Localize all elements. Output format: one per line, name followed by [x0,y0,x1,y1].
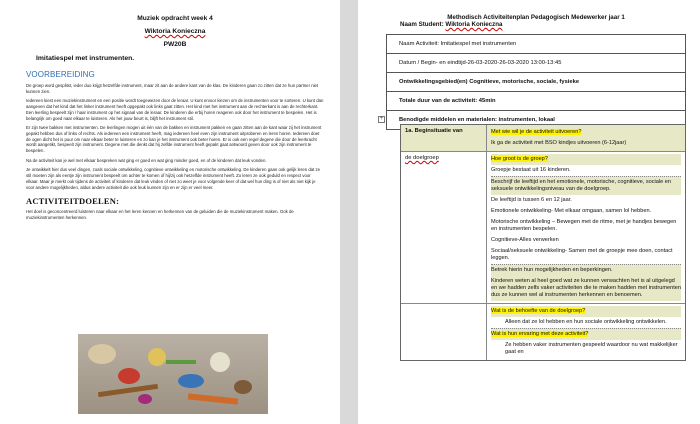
doc-title: Muziek opdracht week 4 [137,15,213,22]
row-benodigde: Benodigde middelen en materialen: instrumenten, lokaal [387,110,685,129]
section-heading-doelen: ACTIVITEITDOELEN: [26,196,120,207]
paragraph: De groep word gesplitst, ieder duo krijgt hetzelfde instrument, maar zit aan de andere kant van de klas. De kinderen gaan zo zitten dat ze hun partner niet kunnen zien. [26,83,319,94]
row-datum: Datum / Begin- en eindtijd-26-03-2020-26-03-2020 13:00-13:45 [387,53,685,72]
table-row [401,125,685,152]
paragraph: Iedereen kiest een muziekinstrument en een positie wordt toegewezen door de leraar. U kunt ervoor kiezen om de instrumenten voor te sorteren. U kunt dan aangeven dat het kind dat het linker instrument heeft opgepakt ook links gaat zitten. Het kind met het instrument aan de rechterkant is aan de rechterkant. Een leerling bespeelt zijn / haar instrument op het signaal van de leraar. De kinderen die erbij horen reageren ook door het instrument te bespelen. Het is belangrijk om goed naar elkaar te luisteren. Als het jouw beurt is, blijft het instrument stil. [26,98,324,121]
answer-line: Emotionele ontwikkeling- Met elkaar omgaan, samen lol hebben. [491,208,652,214]
paragraph: Het doel is geconcentreerd luisteren naar elkaar en het leren kennen en herkennen van de geluiden die de muziekinstrument maken. Ook de muziekinstrumenten herkennen. [26,209,294,220]
answer-line: Sociaal/seksuele ontwikkeling- Samen met de groepje mee doen, contact leggen. [491,248,673,261]
plan-header-table [386,34,686,130]
author-name: Wiktoria Konieczna [144,28,206,35]
answer-behoefte: Alleen dat ze lol hebben en hun sociale ontwikkeling ontwikkelen. [505,319,667,325]
answer-line: Cognitieve-Alles verwerken [491,237,559,243]
section-heading-voorbereiding: VOORBEREIDING [26,70,95,79]
answer-line: De leeftijd is tussen 6 en 12 jaar. [491,197,572,203]
beginsituatie-table [400,124,686,361]
question-ervaring: Wat is hun ervaring met deze activiteit? [491,331,589,337]
answer-met-wie: Ik ga de activiteit met BSO kindjes uitvoeren (6-12jaar) [491,140,627,146]
doelgroep-label: de doelgroep [401,152,487,303]
class-code: PW20B [163,41,187,48]
paragraph: Je ontwikkelt hier dus veel dingen, zoals sociale ontwikkeling, cognitieve ontwikkeling en motorische ontwikkeling. De kinderen gaan ook gelijk leren dat ze stil moeten zijn als eentje zijn instrument bespeelt om achter te komen of hij/zij ook hetzelfde instrument heeft. Zo leren ze ook geduld en respect voor elkaar. Maar je merkt ook tijdens de activiteit of kinderen dat leuk vinden of niet zo weet je voor volgende keer of dat wel hun ding is of niet als niet kijk je voor andere mogelijkheden, aldus andere activiteit die ook leuk kunnen zijn en er zijn er veel meer. [26,167,321,190]
row-naam-activiteit: Naam Activiteit: Imitatiespel met instrumenten [387,34,685,53]
right-page [358,0,700,424]
answer-line: Beschrijf de leeftijd en het emotionele, motorische, cognitieve, sociale en seksuele ontwikkelingsniveau van de doelgroep. [491,176,681,195]
instruments-photo [78,334,268,414]
answer-ervaring: Ze hebben vaker instrumenten gespeeld waardoor nu wat makkelijker gaat en [505,342,678,355]
row-duur: Totale duur van de activiteit: 45min [387,91,685,110]
answer-line: Groepje bestaat uit 16 kinderen. [491,167,571,173]
question-hoe-groot: Hoe groot is de groep? [491,156,548,162]
table-row [401,152,685,304]
answer-line: Motorische ontwikkeling – Bewegen met de ritme, met je handjes bewegen en instrumenten bespelen. [491,219,677,232]
row-ontwikkelingsgebied: Ontwikkelingsgebied(en) Cognitieve, motorische, sociale, fysieke [387,72,685,91]
answer-line: Kinderen weten al heel goed wat ze kunnen verwachten het is al uitgelegd en we hadden zelfs vaker activiteiten die te maken hadden met instrumenten dus ze kunnen wel al instrumenten herkennen en benoemen. [491,276,681,301]
paragraph: Na de activiteit kan je wel met elkaar bespreken wat ging er goed en wat ging minder goed, en of de kinderen dat leuk vonden. [26,157,267,163]
table-move-handle-icon[interactable]: + [379,116,384,122]
doc-subtitle: Imitatiespel met instrumenten. [36,55,135,62]
left-page [0,0,340,424]
student-line: Naam Student: Wiktoria Konieczna [400,21,503,28]
plan-title: Methodisch Activiteitenplan Pedagogisch Medewerker jaar 1 [447,14,625,21]
question-met-wie: Met wie wil je de activiteit uitvoeren? [491,129,582,135]
beginsituatie-label: 1a. Beginsituatie van [401,125,487,151]
answer-line: Betrek hierin hun mogelijkheden en beperkingen. [491,264,681,276]
question-behoefte: Wat is de behoefte van de doelgroep? [491,308,586,314]
table-row [401,304,685,360]
paragraph: Er zijn twee bakken met instrumenten. De leerlingen mogen uit één van de bakken en instrument pakken en gaan zitten aan de kant waar zij het instrument gepakt hebben dus of links of rechts. Als iedereen een instrument heeft, mag iedereen heel even zijn instrument uitproberen en leren horen. Iedereen doet de ogen dicht het is puur om naar elkaar beter te luisteren en zo kan je het instrument ook beter horen. Er is ook een regel degene die door de leerkracht wordt aangetikt, bespeelt zijn instrument. Degene met die denkt dat hij zelfde instrument heeft gepakt gaat antwoord geven door ook zijn instrument te bespelen. [26,125,322,154]
